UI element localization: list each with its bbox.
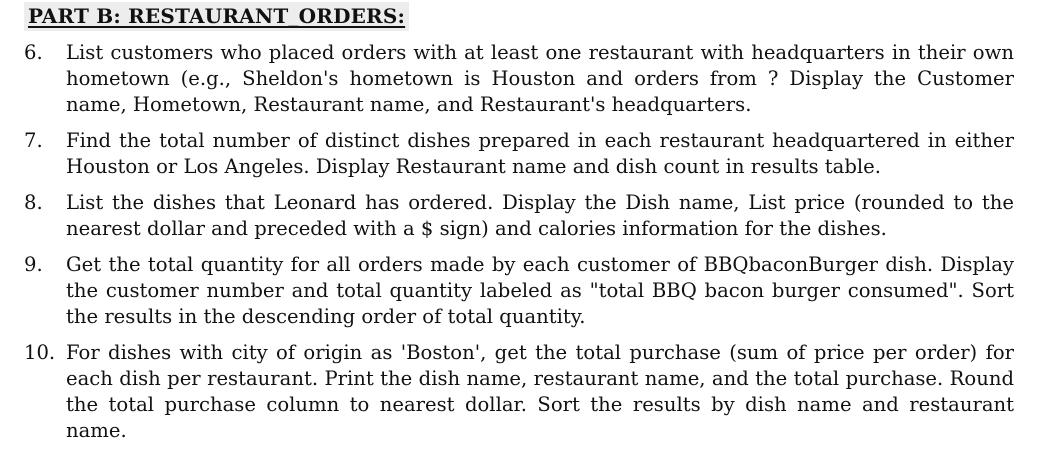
question-number: 8.: [24, 191, 43, 214]
question-item: [24, 190, 1014, 242]
question-text: For dishes with city of origin as 'Boston', get the total purchase (sum of price per order) for each dish per restaurant. Print the dish name, restaurant name, and the total purchase. Round the total purchase column to nearest dollar. Sort the results by dish name and restaurant name.: [66, 341, 1014, 442]
question-item: [24, 252, 1014, 330]
question-text: Find the total number of distinct dishes prepared in each restaurant headquartered in either Houston or Los Angeles. Display Restaurant name and dish count in results table.: [66, 129, 1014, 178]
question-text: List the dishes that Leonard has ordered. Display the Dish name, List price (rounded to the nearest dollar and preceded with a $ sign) and calories information for the dishes.: [66, 191, 1014, 240]
question-number: 10.: [24, 341, 56, 364]
question-number: 7.: [24, 129, 43, 152]
question-number: 9.: [24, 253, 43, 276]
question-text: Get the total quantity for all orders made by each customer of BBQbaconBurger dish. Display the customer number and total quantity labeled as "total BBQ bacon burger consumed". Sort the results in the descending order of total quantity.: [66, 253, 1014, 328]
question-item: [24, 128, 1014, 180]
question-list: [24, 40, 1014, 454]
section-heading: PART B: RESTAURANT_ORDERS:: [28, 4, 406, 28]
question-number: 6.: [24, 41, 43, 64]
question-item: [24, 40, 1014, 118]
question-text: List customers who placed orders with at least one restaurant with headquarters in their own hometown (e.g., Sheldon's hometown is Houston and orders from ? Display the Customer name, Hometown, Restaurant name, and Restaurant's headquarters.: [66, 41, 1014, 116]
question-item: [24, 340, 1014, 444]
section-heading-highlight: [24, 2, 409, 31]
